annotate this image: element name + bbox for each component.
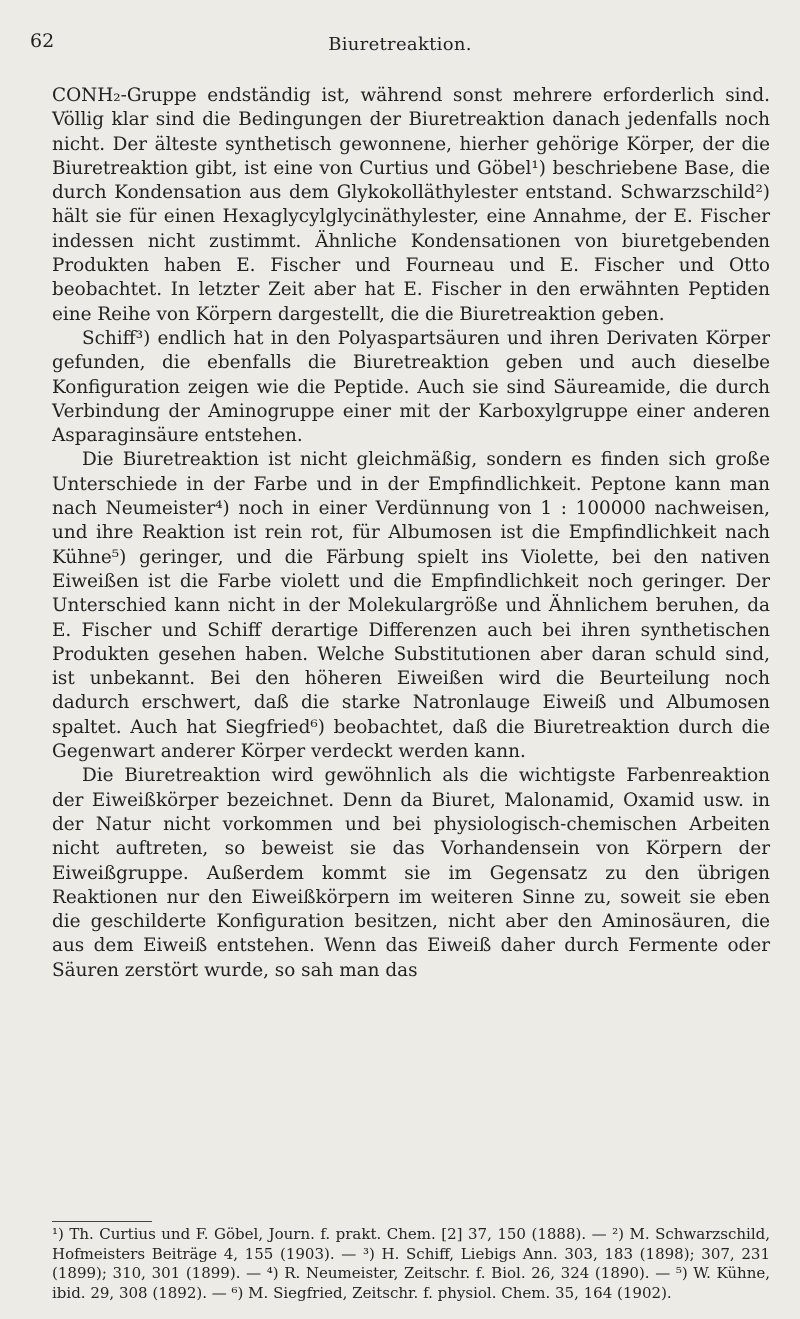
paragraph: CONH₂-Gruppe endständig ist, während sonst mehrere erforderlich sind. Völlig klar sind die Bedingungen der Biuretreaktion danach jedenfalls noch nicht. Der älteste synthetisch gewonnene, hierher gehörige Körper, der die Biuretreaktion gibt, ist eine von Curtius und Göbel¹) beschriebene Base, die durch Kondensation aus dem Glykokolläthylester entstand. Schwarzschild²) hält sie für einen Hexaglycylglycinäthylester, eine Annahme, der E. Fischer indessen nicht zustimmt. Ähnliche Kondensationen von biuretgebenden Produkten haben E. Fischer und Fourneau und E. Fischer und Otto beobachtet. In letzter Zeit aber hat E. Fischer in den erwähnten Peptiden eine Reihe von Körpern dargestellt, die die Biuretreaktion geben.	[52, 85, 770, 325]
paragraph: Die Biuretreaktion wird gewöhnlich als die wichtigste Farbenreaktion der Eiweißkörper bezeichnet. Denn da Biuret, Malonamid, Oxamid usw. in der Natur nicht vorkommen und bei physiologisch-chemischen Arbeiten nicht auftreten, so beweist sie das Vorhandensein von Körpern der Eiweißgruppe. Außerdem kommt sie im Gegensatz zu den übrigen Reaktionen nur den Eiweißkörpern im weiteren Sinne zu, soweit sie eben die geschilderte Konfiguration besitzen, nicht aber den Aminosäuren, die aus dem Eiweiß entstehen. Wenn das Eiweiß daher durch Fermente oder Säuren zerstört wurde, so sah man das	[52, 765, 770, 981]
page-number: 62	[30, 30, 55, 52]
footnotes	[52, 1225, 770, 1303]
running-title: Biuretreaktion.	[328, 34, 472, 55]
paragraph: Die Biuretreaktion ist nicht gleichmäßig, sondern es finden sich große Unterschiede in der Farbe und in der Empfindlichkeit. Peptone kann man nach Neumeister⁴) noch in einer Verdünnung von 1 : 100000 nachweisen, und ihre Reaktion ist rein rot, für Albumosen ist die Empfindlichkeit nach Kühne⁵) geringer, und die Färbung spielt ins Violette, bei den nativen Eiweißen ist die Farbe violett und die Empfindlichkeit noch geringer. Der Unterschied kann nicht in der Molekulargröße und Ähnlichem beruhen, da E. Fischer und Schiff derartige Differenzen auch bei ihren synthetischen Produkten gesehen haben. Welche Substitutionen aber daran schuld sind, ist unbekannt. Bei den höheren Eiweißen wird die Beurteilung noch dadurch erschwert, daß die starke Natronlauge Eiweiß und Albumosen spaltet. Auch hat Siegfried⁶) beobachtet, daß die Biuretreaktion durch die Gegenwart anderer Körper verdeckt werden kann.	[52, 449, 770, 763]
paragraph: Schiff³) endlich hat in den Polyaspartsäuren und ihren Derivaten Körper gefunden, die ebenfalls die Biuretreaktion geben und auch dieselbe Konfiguration zeigen wie die Peptide. Auch sie sind Säureamide, die durch Verbindung der Aminogruppe einer mit der Karboxylgruppe einer anderen Asparaginsäure entstehen.	[52, 327, 770, 447]
footnote-text: ¹) Th. Curtius und F. Göbel, Journ. f. prakt. Chem. [2] 37, 150 (1888). — ²) M. Schwarzschild, Hofmeisters Beiträge 4, 155 (1903). — ³) H. Schiff, Liebigs Ann. 303, 183 (1898); 307, 231 (1899); 310, 301 (1899). — ⁴) R. Neumeister, Zeitschr. f. Biol. 26, 324 (1890). — ⁵) W. Kühne, ibid. 29, 308 (1892). — ⁶) M. Siegfried, Zeitschr. f. physiol. Chem. 35, 164 (1902).	[52, 1225, 770, 1302]
body-text	[52, 84, 770, 983]
footnote-divider	[52, 1221, 152, 1222]
